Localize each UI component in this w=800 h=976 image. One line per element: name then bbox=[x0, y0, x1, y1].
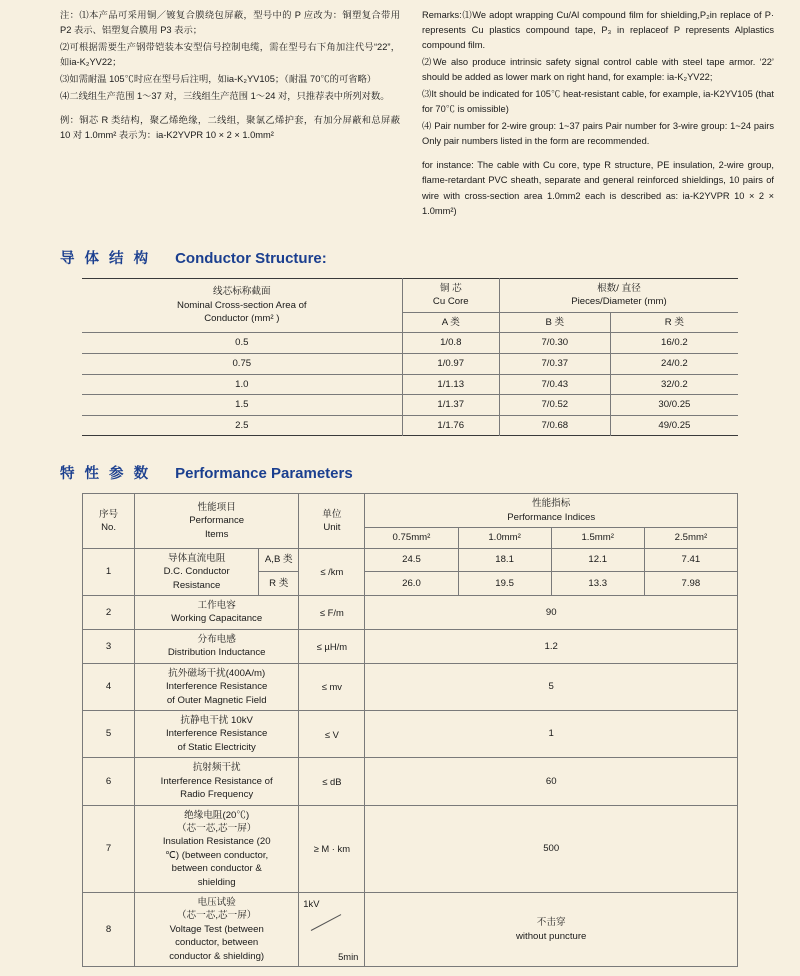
header-indices-en: Performance Indices bbox=[507, 511, 596, 523]
header-nominal-area-en1: Nominal Cross-section Area of bbox=[177, 299, 307, 311]
table-row bbox=[83, 596, 738, 630]
note-en-3: ⑶It should be indicated for 105℃ heat-resistant cable, for example, ia-K2YV105 (that for 70℃ is omissible) bbox=[422, 89, 774, 115]
conductor-section-heading bbox=[0, 247, 800, 268]
cell-no: 4 bbox=[83, 663, 135, 710]
note-en-1: Remarks:⑴We adopt wrapping Cu/Al compound film for shielding,P₂in replace of P· represents Cu plastics compound tape, P₃ in replaceof P represents Alplastics compound film. bbox=[422, 10, 774, 51]
cell-item-en1: Voltage Test (between bbox=[169, 923, 264, 935]
cell-no: 6 bbox=[83, 758, 135, 805]
cell-item bbox=[135, 805, 299, 893]
cell-unit: ≤ F/m bbox=[299, 596, 365, 630]
header-size-15: 1.5mm² bbox=[551, 528, 644, 548]
cell-item bbox=[135, 663, 299, 710]
table-row bbox=[82, 374, 738, 395]
cell-class-a: 1/0.8 bbox=[402, 333, 499, 354]
cell-class-a: 1/1.37 bbox=[402, 395, 499, 416]
conductor-structure-table bbox=[82, 278, 738, 437]
cell-value: 7.98 bbox=[644, 572, 737, 596]
table-row bbox=[83, 758, 738, 805]
header-class-a: A 类 bbox=[402, 312, 499, 333]
header-no-cn: 序号 bbox=[98, 508, 119, 520]
cell-item-cn2: （芯一芯,芯一屏） bbox=[176, 822, 257, 834]
cell-size: 2.5 bbox=[82, 415, 402, 436]
note-cn-5: 例：铜芯 R 类结构，聚乙烯绝缘，二线组，聚氯乙烯护套，有加分屏蔽和总屏蔽 10 对 1.0mm² 表示为：ia-K2YVPR 10 × 2 × 1.0mm² bbox=[60, 115, 400, 141]
table-row bbox=[82, 395, 738, 416]
cell-item-en2: Resistance bbox=[172, 579, 221, 591]
table-row bbox=[82, 333, 738, 354]
cell-item-en4: shielding bbox=[197, 876, 236, 888]
cell-unit: ≤ dB bbox=[299, 758, 365, 805]
cell-item-en2: of Outer Magnetic Field bbox=[166, 694, 267, 706]
header-items-cn: 性能项目 bbox=[197, 501, 236, 513]
cell-item-cn: 抗静电干扰 10kV bbox=[180, 714, 253, 726]
table-row bbox=[83, 548, 738, 572]
cell-class-r: 49/0.25 bbox=[610, 415, 738, 436]
cell-no: 5 bbox=[83, 710, 135, 757]
cell-item-en3: conductor & shielding) bbox=[169, 950, 265, 962]
table-row bbox=[83, 663, 738, 710]
conductor-heading-en: Conductor Structure: bbox=[175, 249, 327, 267]
note-cn-1: 注：⑴本产品可采用铜／镀复合膜绕包屏蔽，型号中的 P 应改为：铜塑复合带用 P2 表示、铝塑复合膜用 P3 表示； bbox=[60, 10, 400, 36]
cell-value: 5 bbox=[365, 663, 738, 710]
cell-value: 1.2 bbox=[365, 629, 738, 663]
cell-value: 18.1 bbox=[458, 548, 551, 572]
header-unit-cn: 单位 bbox=[322, 508, 342, 520]
cell-item-en1: Insulation Resistance (20 bbox=[162, 836, 271, 848]
cell-unit: ≤ /km bbox=[299, 548, 365, 595]
cell-item bbox=[135, 548, 259, 595]
conductor-heading-cn: 导 体 结 构 bbox=[60, 250, 152, 267]
note-cn-2: ⑵可根据需要生产钢带铠装本安型信号控制电缆，需在型号右下角加注代号“22”，如ia-K₂YV22； bbox=[60, 42, 400, 68]
cell-item-en: Distribution Inductance bbox=[167, 647, 266, 659]
header-nominal-area-en2: Conductor (mm² ) bbox=[204, 313, 280, 325]
cell-item bbox=[135, 596, 299, 630]
cell-item bbox=[135, 758, 299, 805]
header-items-en2: Items bbox=[204, 528, 229, 540]
cell-item bbox=[135, 710, 299, 757]
header-cu-core-en: Cu Core bbox=[432, 296, 469, 308]
cell-value-cn: 不击穿 bbox=[536, 917, 566, 929]
header-cu-core-cn: 铜 芯 bbox=[439, 282, 462, 294]
cell-no: 3 bbox=[83, 629, 135, 663]
note-en-4: ⑷ Pair number for 2-wire group: 1~37 pairs Pair number for 3-wire group: 1~24 pairs Only pair numbers listed in the form are recommended. bbox=[422, 121, 774, 147]
cell-size: 1.0 bbox=[82, 374, 402, 395]
table-row bbox=[83, 710, 738, 757]
table-row bbox=[83, 893, 738, 967]
cell-class-b: 7/0.30 bbox=[499, 333, 610, 354]
cell-class-b: 7/0.52 bbox=[499, 395, 610, 416]
cell-item-cn1: 绝缘电阻(20℃) bbox=[184, 809, 250, 821]
header-class-r: R 类 bbox=[610, 312, 738, 333]
cell-item-cn: 分布电感 bbox=[197, 633, 236, 645]
cell-item-en2: conductor, between bbox=[175, 937, 259, 949]
cell-no: 8 bbox=[83, 893, 135, 967]
note-en-5: for instance: The cable with Cu core, type R structure, PE insulation, 2-wire group, flame-retardant PVC sheath, separate and general reinforced shieldings, 10 pairs of wire with cross-section area 1.0mm2 each is described as: ia-K2YVPR 10 × 2 × 1.0mm²) bbox=[422, 160, 774, 216]
cell-item-cn: 抗外磁场干扰(400A/m) bbox=[168, 667, 266, 679]
cell-item bbox=[135, 893, 299, 967]
cell-class-r: R 类 bbox=[259, 572, 299, 596]
header-items bbox=[135, 494, 299, 548]
header-no-en: No. bbox=[101, 522, 116, 534]
cell-item-en3: between conductor & bbox=[171, 863, 262, 875]
cell-item-cn: 抗射频干扰 bbox=[192, 762, 241, 774]
cell-item bbox=[135, 629, 299, 663]
cell-value: 13.3 bbox=[551, 572, 644, 596]
header-size-075: 0.75mm² bbox=[365, 528, 458, 548]
cell-value: 90 bbox=[365, 596, 738, 630]
header-no bbox=[83, 494, 135, 548]
header-unit bbox=[299, 494, 365, 548]
cell-value-en: without puncture bbox=[515, 930, 587, 942]
cell-item-cn2: （芯一芯,芯一屏） bbox=[176, 910, 257, 922]
cell-size: 0.75 bbox=[82, 354, 402, 375]
cell-value: 24.5 bbox=[365, 548, 458, 572]
cell-item-en: Working Capacitance bbox=[171, 613, 263, 625]
table-row bbox=[83, 805, 738, 893]
cell-class-b: 7/0.37 bbox=[499, 354, 610, 375]
cell-item-en2: of Static Electricity bbox=[177, 741, 256, 753]
cell-class-r: 32/0.2 bbox=[610, 374, 738, 395]
cell-class-ab: A,B 类 bbox=[259, 548, 299, 572]
cell-unit: ≤ µH/m bbox=[299, 629, 365, 663]
table-row bbox=[82, 415, 738, 436]
note-cn-4: ⑷二线组生产范围 1～37 对，三线组生产范围 1～24 对，只推荐表中所列对数。 bbox=[60, 91, 390, 102]
cell-value: 26.0 bbox=[365, 572, 458, 596]
notes-english-column bbox=[422, 8, 774, 221]
cell-class-a: 1/1.13 bbox=[402, 374, 499, 395]
cell-item-cn: 工作电容 bbox=[197, 600, 236, 612]
cell-class-r: 16/0.2 bbox=[610, 333, 738, 354]
table-row bbox=[82, 354, 738, 375]
cell-class-a: 1/1.76 bbox=[402, 415, 499, 436]
cell-item-en2: ℃) (between conductor, bbox=[165, 849, 269, 861]
header-pieces-diameter-cn: 根数/ 直径 bbox=[597, 282, 641, 294]
cell-value: 7.41 bbox=[644, 548, 737, 572]
cell-item-en1: Interference Resistance bbox=[166, 681, 268, 693]
performance-parameters-table bbox=[82, 493, 738, 967]
cell-size: 1.5 bbox=[82, 395, 402, 416]
cell-unit-top: 1kV bbox=[303, 898, 320, 910]
performance-section-heading bbox=[0, 462, 800, 483]
header-items-en1: Performance bbox=[189, 515, 245, 527]
cell-class-a: 1/0.97 bbox=[402, 354, 499, 375]
header-pieces-diameter bbox=[499, 278, 738, 312]
header-cu-core bbox=[402, 278, 499, 312]
performance-heading-cn: 特 性 参 数 bbox=[60, 466, 152, 483]
cell-value: 60 bbox=[365, 758, 738, 805]
cell-unit: ≥ M · km bbox=[299, 805, 365, 893]
cell-item-cn1: 电压试验 bbox=[197, 897, 236, 909]
cell-item-cn: 导体直流电阻 bbox=[167, 552, 226, 564]
notes-block bbox=[0, 8, 800, 221]
note-en-2: ⑵We also produce intrinsic safety signal control cable with steel tape armor. ‘22’ should be added as lower mark on right hand, for example: ia-K₂YV22; bbox=[422, 57, 774, 83]
header-nominal-area-cn: 线芯标称截面 bbox=[213, 286, 271, 298]
header-class-b: B 类 bbox=[499, 312, 610, 333]
cell-unit: ≤ V bbox=[299, 710, 365, 757]
cell-no: 1 bbox=[83, 548, 135, 595]
cell-class-b: 7/0.68 bbox=[499, 415, 610, 436]
cell-item-en1: Interference Resistance bbox=[166, 728, 268, 740]
cell-class-b: 7/0.43 bbox=[499, 374, 610, 395]
notes-chinese-column bbox=[60, 8, 400, 221]
cell-item-en1: Interference Resistance of bbox=[160, 775, 273, 787]
header-pieces-diameter-en: Pieces/Diameter (mm) bbox=[571, 296, 667, 308]
cell-unit: ≤ mv bbox=[299, 663, 365, 710]
cell-unit-bottom: 5min bbox=[338, 950, 359, 962]
cell-value: 1 bbox=[365, 710, 738, 757]
header-unit-en: Unit bbox=[323, 522, 341, 534]
header-nominal-area bbox=[82, 278, 402, 333]
cell-value: 500 bbox=[365, 805, 738, 893]
note-cn-3: ⑶如需耐温 105℃时应在型号后注明，如ia-K₂YV105；（耐温 70℃的可省略） bbox=[60, 74, 377, 85]
cell-value: 19.5 bbox=[458, 572, 551, 596]
header-indices bbox=[365, 494, 738, 528]
cell-size: 0.5 bbox=[82, 333, 402, 354]
cell-value bbox=[365, 893, 738, 967]
cell-no: 7 bbox=[83, 805, 135, 893]
cell-class-r: 24/0.2 bbox=[610, 354, 738, 375]
header-size-10: 1.0mm² bbox=[458, 528, 551, 548]
cell-class-r: 30/0.25 bbox=[610, 395, 738, 416]
performance-heading-en: Performance Parameters bbox=[175, 465, 353, 483]
table-header-row bbox=[82, 278, 738, 312]
table-header-row bbox=[83, 494, 738, 528]
header-indices-cn: 性能指标 bbox=[532, 498, 571, 510]
cell-item-en2: Radio Frequency bbox=[180, 789, 254, 801]
cell-unit-voltage bbox=[299, 893, 365, 967]
header-size-25: 2.5mm² bbox=[644, 528, 737, 548]
table-row bbox=[83, 629, 738, 663]
cell-item-en1: D.C. Conductor bbox=[163, 566, 230, 578]
cell-value: 12.1 bbox=[551, 548, 644, 572]
cell-no: 2 bbox=[83, 596, 135, 630]
